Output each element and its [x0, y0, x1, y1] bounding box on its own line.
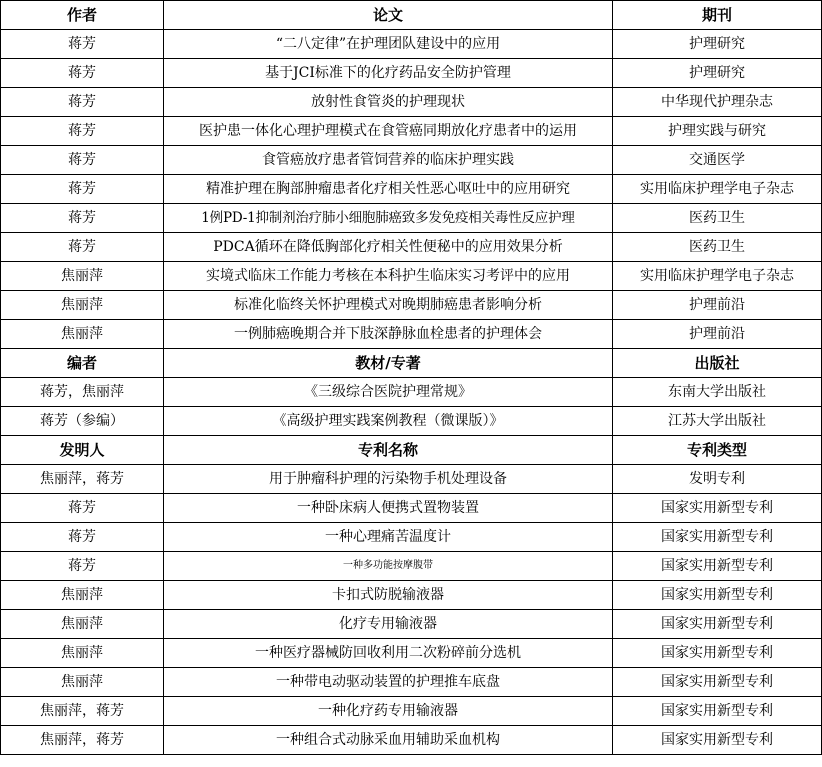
patent-venue-cell: 国家实用新型专利	[613, 552, 822, 581]
patent-title-cell: 用于肿瘤科护理的污染物手机处理设备	[164, 465, 613, 494]
paper-person-cell: 焦丽萍	[1, 291, 164, 320]
book-header-row	[1, 349, 822, 378]
patent-venue-cell: 国家实用新型专利	[613, 494, 822, 523]
paper-person-cell: 蒋芳	[1, 117, 164, 146]
patent-venue-cell: 国家实用新型专利	[613, 697, 822, 726]
patent-title-cell: 一种多功能按摩腹带	[164, 552, 613, 581]
paper-row	[1, 175, 822, 204]
paper-title-cell: 精准护理在胸部肿瘤患者化疗相关性恶心呕吐中的应用研究	[164, 175, 613, 204]
paper-person-cell: 蒋芳	[1, 175, 164, 204]
paper-title-cell: 1例PD-1抑制剂治疗肺小细胞肺癌致多发免疫相关毒性反应护理	[164, 204, 613, 233]
paper-person-cell: 焦丽萍	[1, 320, 164, 349]
patent-venue-cell: 国家实用新型专利	[613, 639, 822, 668]
paper-venue-cell: 实用临床护理学电子杂志	[613, 175, 822, 204]
paper-row	[1, 262, 822, 291]
patent-row	[1, 494, 822, 523]
patent-title-cell: 一种卧床病人便携式置物装置	[164, 494, 613, 523]
paper-venue-cell: 实用临床护理学电子杂志	[613, 262, 822, 291]
paper-person-cell: 蒋芳	[1, 233, 164, 262]
paper-header-person: 作者	[1, 1, 164, 30]
patent-person-cell: 蒋芳	[1, 494, 164, 523]
patent-person-cell: 焦丽萍，蒋芳	[1, 726, 164, 755]
paper-row	[1, 146, 822, 175]
patent-row	[1, 552, 822, 581]
book-person-cell: 蒋芳，焦丽萍	[1, 378, 164, 407]
paper-row	[1, 30, 822, 59]
paper-venue-cell: 护理前沿	[613, 291, 822, 320]
paper-venue-cell: 医药卫生	[613, 204, 822, 233]
paper-title-cell: “二八定律”在护理团队建设中的应用	[164, 30, 613, 59]
patent-title-cell: 一种化疗药专用输液器	[164, 697, 613, 726]
patent-person-cell: 焦丽萍	[1, 610, 164, 639]
patent-person-cell: 蒋芳	[1, 552, 164, 581]
paper-person-cell: 蒋芳	[1, 88, 164, 117]
book-header-person: 编者	[1, 349, 164, 378]
patent-person-cell: 焦丽萍，蒋芳	[1, 465, 164, 494]
book-venue-cell: 东南大学出版社	[613, 378, 822, 407]
paper-title-cell: 基于JCI标准下的化疗药品安全防护管理	[164, 59, 613, 88]
paper-person-cell: 蒋芳	[1, 146, 164, 175]
patent-row	[1, 610, 822, 639]
paper-title-cell: 标准化临终关怀护理模式对晚期肺癌患者影响分析	[164, 291, 613, 320]
patent-person-cell: 焦丽萍	[1, 639, 164, 668]
paper-row	[1, 291, 822, 320]
patent-title-cell: 一种心理痛苦温度计	[164, 523, 613, 552]
patent-venue-cell: 国家实用新型专利	[613, 523, 822, 552]
paper-row	[1, 204, 822, 233]
paper-venue-cell: 护理研究	[613, 30, 822, 59]
paper-person-cell: 焦丽萍	[1, 262, 164, 291]
patent-venue-cell: 国家实用新型专利	[613, 581, 822, 610]
book-row	[1, 378, 822, 407]
patent-header-title: 专利名称	[164, 436, 613, 465]
patent-venue-cell: 国家实用新型专利	[613, 668, 822, 697]
book-person-cell: 蒋芳（参编）	[1, 407, 164, 436]
paper-row	[1, 320, 822, 349]
book-title-cell: 《三级综合医院护理常规》	[164, 378, 613, 407]
patent-header-venue: 专利类型	[613, 436, 822, 465]
paper-title-cell: PDCA循环在降低胸部化疗相关性便秘中的应用效果分析	[164, 233, 613, 262]
patent-row	[1, 465, 822, 494]
paper-title-cell: 医护患一体化心理护理模式在食管癌同期放化疗患者中的运用	[164, 117, 613, 146]
patent-row	[1, 523, 822, 552]
paper-title-cell: 食管癌放疗患者管饲营养的临床护理实践	[164, 146, 613, 175]
paper-person-cell: 蒋芳	[1, 59, 164, 88]
patent-title-cell: 一种医疗器械防回收利用二次粉碎前分选机	[164, 639, 613, 668]
book-venue-cell: 江苏大学出版社	[613, 407, 822, 436]
paper-title-cell: 实境式临床工作能力考核在本科护生临床实习考评中的应用	[164, 262, 613, 291]
patent-venue-cell: 发明专利	[613, 465, 822, 494]
paper-venue-cell: 护理研究	[613, 59, 822, 88]
patent-row	[1, 581, 822, 610]
patent-person-cell: 焦丽萍，蒋芳	[1, 697, 164, 726]
patent-venue-cell: 国家实用新型专利	[613, 610, 822, 639]
paper-header-row	[1, 1, 822, 30]
patent-title-cell: 一种带电动驱动装置的护理推车底盘	[164, 668, 613, 697]
patent-row	[1, 668, 822, 697]
patent-row	[1, 726, 822, 755]
book-header-title: 教材/专著	[164, 349, 613, 378]
patent-person-cell: 蒋芳	[1, 523, 164, 552]
paper-venue-cell: 护理前沿	[613, 320, 822, 349]
patent-person-cell: 焦丽萍	[1, 668, 164, 697]
book-header-venue: 出版社	[613, 349, 822, 378]
patent-header-person: 发明人	[1, 436, 164, 465]
patent-header-row	[1, 436, 822, 465]
book-title-cell: 《高级护理实践案例教程（微课版）》	[164, 407, 613, 436]
patent-title-cell: 卡扣式防脱输液器	[164, 581, 613, 610]
patent-venue-cell: 国家实用新型专利	[613, 726, 822, 755]
paper-person-cell: 蒋芳	[1, 30, 164, 59]
paper-row	[1, 233, 822, 262]
patent-title-cell: 化疗专用输液器	[164, 610, 613, 639]
paper-venue-cell: 交通医学	[613, 146, 822, 175]
paper-title-cell: 一例肺癌晚期合并下肢深静脉血栓患者的护理体会	[164, 320, 613, 349]
paper-row	[1, 59, 822, 88]
paper-venue-cell: 医药卫生	[613, 233, 822, 262]
publication-table-body	[1, 1, 822, 755]
patent-row	[1, 639, 822, 668]
paper-person-cell: 蒋芳	[1, 204, 164, 233]
book-row	[1, 407, 822, 436]
patent-person-cell: 焦丽萍	[1, 581, 164, 610]
patent-row	[1, 697, 822, 726]
paper-venue-cell: 护理实践与研究	[613, 117, 822, 146]
paper-row	[1, 88, 822, 117]
paper-header-venue: 期刊	[613, 1, 822, 30]
paper-title-cell: 放射性食管炎的护理现状	[164, 88, 613, 117]
paper-row	[1, 117, 822, 146]
paper-venue-cell: 中华现代护理杂志	[613, 88, 822, 117]
paper-header-title: 论文	[164, 1, 613, 30]
patent-title-cell: 一种组合式动脉采血用辅助采血机构	[164, 726, 613, 755]
